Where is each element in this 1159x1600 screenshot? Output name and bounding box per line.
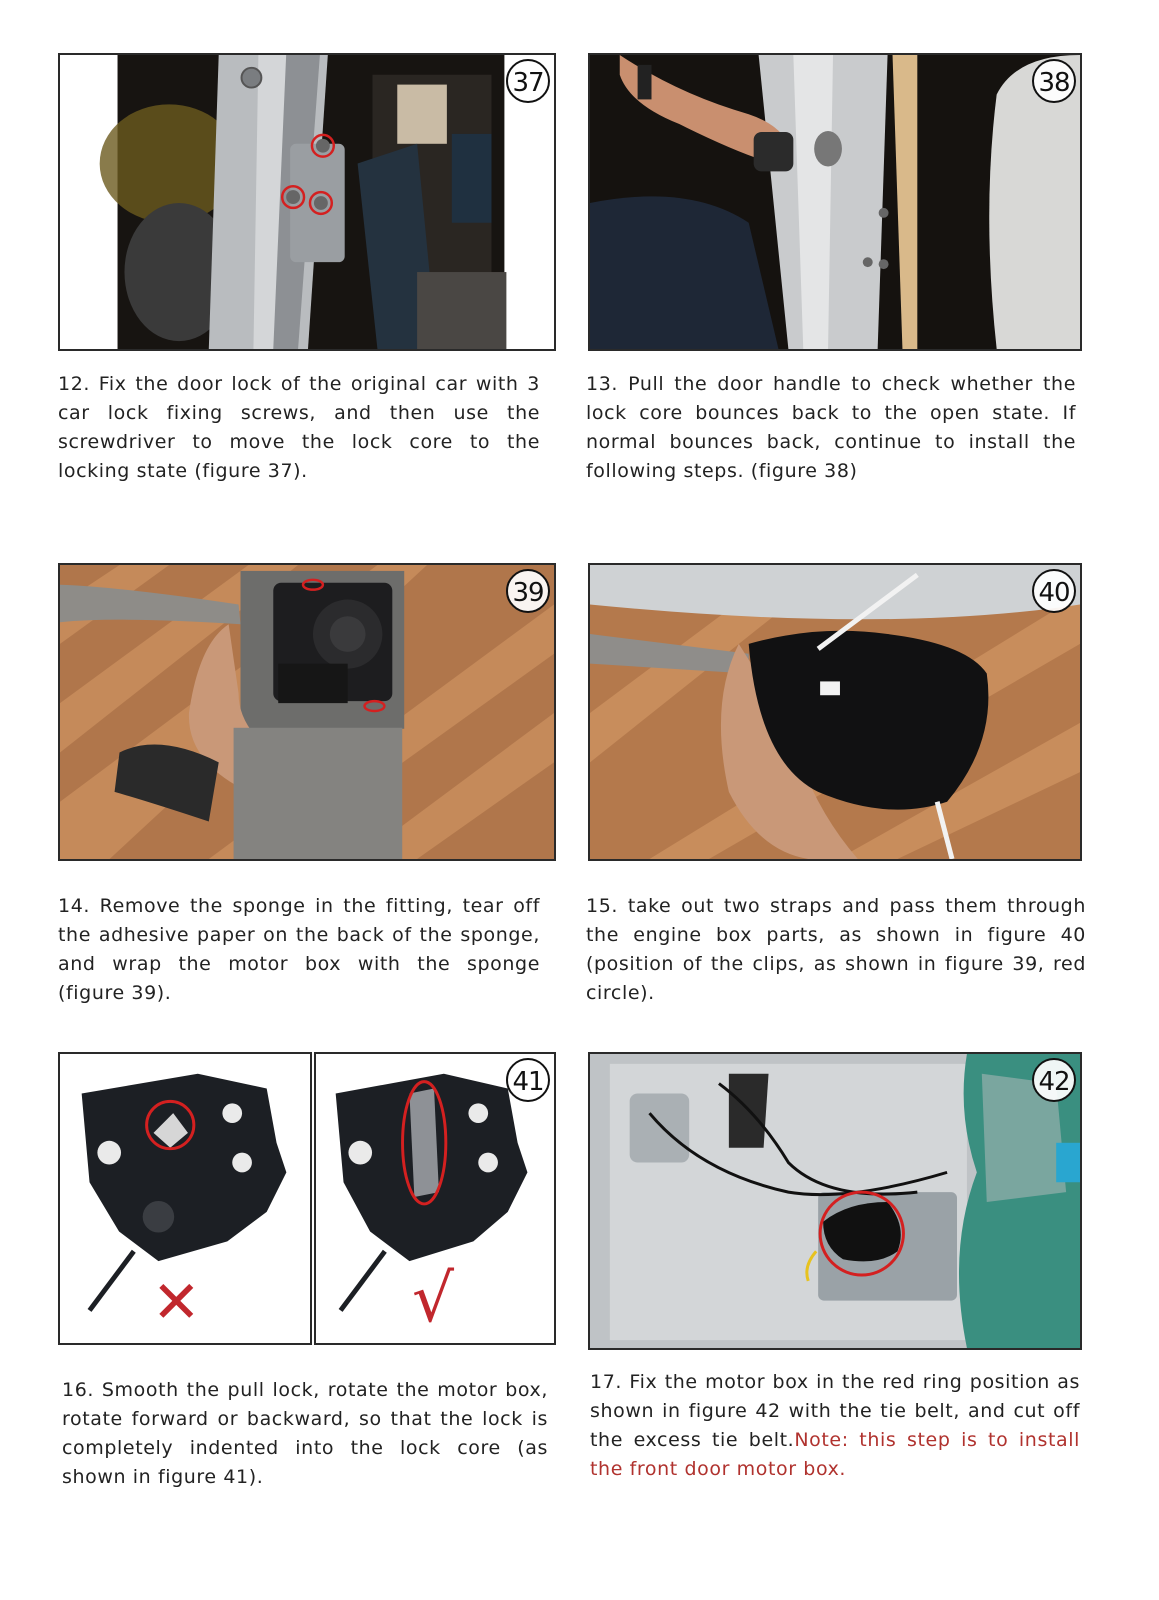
figure-40-photo (588, 563, 1082, 861)
step-17-caption (590, 1368, 1080, 1484)
fig-41-badge-holder (502, 1054, 554, 1106)
figure-37-photo (58, 53, 556, 351)
step-13-caption: 13. Pull the door handle to check whether the lock core bounces back to the open state. If normal bounces back, continue to install the following steps. (figure 38) (586, 373, 1076, 482)
door-lock-screws-image (60, 55, 554, 349)
motor-box-in-door-image (590, 1054, 1080, 1348)
figure-number-badge: 39 (506, 569, 550, 613)
door-handle-check-image (590, 55, 1080, 349)
figure-41-right-subphoto (314, 1052, 556, 1345)
sponge-wrap-motor-image (60, 565, 554, 859)
figure-number-badge: 40 (1032, 569, 1076, 613)
figure-number-badge: 37 (506, 59, 550, 103)
wrong-mark-icon: ✕ (152, 1268, 201, 1336)
step-16-caption: 16. Smooth the pull lock, rotate the motor box, rotate forward or backward, so that the lock is completely indented into the lock core (as shown in figure 41). (62, 1379, 548, 1488)
figure-38-photo (588, 53, 1082, 351)
figure-number-badge: 42 (1032, 1058, 1076, 1102)
figure-39-photo (58, 563, 556, 861)
step-15-caption: 15. take out two straps and pass them through the engine box parts, as shown in figure 40 (position of the clips, as shown in figure 39, red circle). (586, 895, 1086, 1004)
figure-number-badge: 41 (506, 1058, 550, 1102)
figure-number-badge: 38 (1032, 59, 1076, 103)
step-14-caption: 14. Remove the sponge in the fitting, tear off the adhesive paper on the back of the sponge, and wrap the motor box with the sponge (figure 39). (58, 895, 540, 1004)
step-17-note: Note: this step is to install the front door motor box. (590, 1429, 1080, 1480)
straps-through-motor-box-image (590, 565, 1080, 859)
check-mark-icon: √ (412, 1260, 455, 1337)
step-17-text: 17. Fix the motor box in the red ring position as shown in figure 42 with the tie belt, and cut off the excess tie belt. (590, 1371, 1080, 1451)
figure-41-wrong-subphoto (58, 1052, 312, 1345)
figure-42-photo (588, 1052, 1082, 1350)
figure-41-panel (58, 1052, 556, 1345)
step-12-caption: 12. Fix the door lock of the original car with 3 car lock fixing screws, and then use the screwdriver to move the lock core to the locking state (figure 37). (58, 373, 540, 482)
